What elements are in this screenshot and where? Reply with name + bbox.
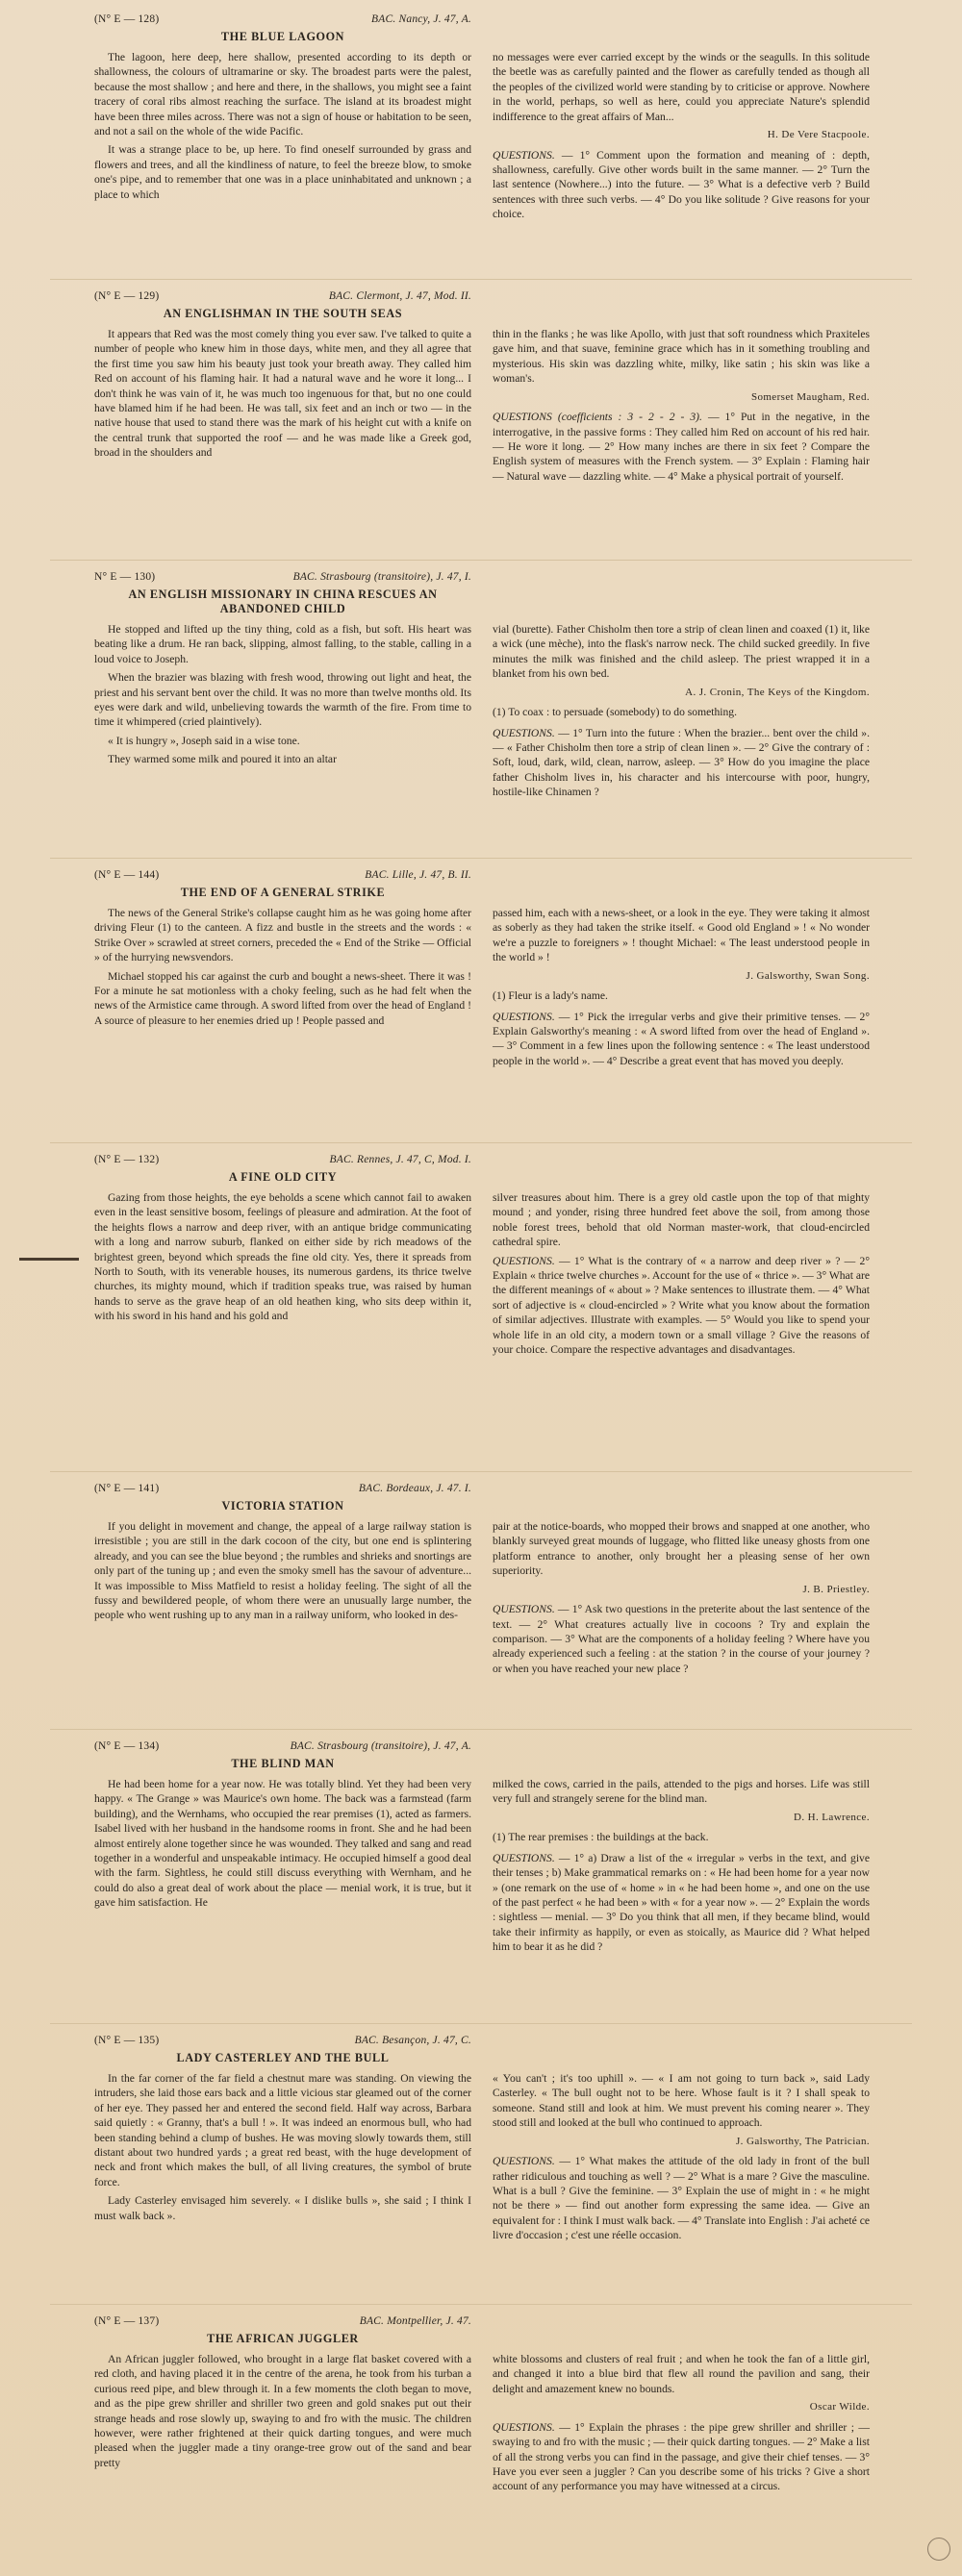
paragraph: thin in the flanks ; he was like Apollo, with just that soft roundness which Praxiteles gave him, and that suave, feminine grace which has in it something troubling and mysterious. His skin was dazzling white, milky, like satin ; his skin was like a woman's. — [493, 328, 870, 386]
right-column — [493, 1519, 870, 1680]
exercise-title: THE BLUE LAGOON — [220, 30, 345, 43]
footnote: (1) The rear premises : the buildings at the back. — [493, 1831, 709, 1844]
author-citation: Somerset Maugham, Red. — [750, 390, 870, 403]
right-column — [493, 622, 870, 804]
paragraph: He stopped and lifted up the tiny thing, cold as a fish, but soft. His heart was beating like a drum. He ran back, slipping, almost falling, to the stable, calling in a loud voice to Joseph. — [94, 623, 471, 665]
corner-stamp-icon — [927, 2538, 950, 2561]
left-column — [94, 1777, 471, 1959]
exercise-number: N° E — 130) — [94, 571, 156, 583]
exercise-source: BAC. Rennes, J. 47, C, Mod. I. — [329, 1154, 471, 1165]
paragraph: Michael stopped his car against the curb and bought a news-sheet. There it was ! For a minute he sat motionless with a choky feeling, such as he had felt when the news of the Armistice came through. A sword lifted from over the head of England ! A source of pleasure to her enemies dried up ! People passed and — [94, 969, 471, 1027]
questions-text: — 1° Explain the phrases : the pipe grew shriller and shriller ; — swaying to and fro with the music ; — their quick darting tongues. — 2° Make a list of all the strong verbs you can find in the passage, and give their chief tenses. — 3° Have you ever seen a juggler ? Can you describe some of his tricks ? Give a short account of any performance you may have witnessed at a circus. — [493, 2420, 870, 2493]
exercise-number: (N° E — 141) — [94, 1483, 160, 1494]
paragraph: The news of the General Strike's collapse caught him as he was going home after driving Fleur (1) to the canteen. A fizz and bustle in the streets and the words : « Strike Over » scrawled at street corners, preceded the « End of the Strike — Official » of the hurrying newsvendors. — [94, 907, 471, 964]
paragraph: It appears that Red was the most comely thing you ever saw. I've talked to quite a number of people who knew him in those days, white men, and they all agree that the first time you saw him his beauty just took your breath away. They called him Red on account of his flaming hair. It had a natural wave and he wore it long... I don't think he was vain of it, he was much too ingenuous for that, but no one could have blamed him if he had been. He was tall, six feet and an inch or two — in the native house that used to stand there was the mark of his height cut with a knife on the central trunk that supported the roof — and he was made like a Greek god, broad in the shoulders and — [94, 328, 471, 460]
exercise-title: THE END OF A GENERAL STRIKE — [180, 886, 386, 899]
exercise-header — [94, 1740, 471, 1752]
exercise-137 — [0, 2315, 962, 2498]
footnote: (1) To coax : to persuade (somebody) to do something. — [493, 706, 737, 719]
paragraph: vial (burette). Father Chisholm then tore a strip of clean linen and coaxed (1) it, like a wick (une mèche), into the flask's narrow neck. The child sucked greedily. In five minutes the milk was finished and the child asleep. The priest wrapped it in a blanket from his own bed. — [493, 623, 870, 681]
right-column — [493, 1777, 870, 1959]
questions — [493, 2420, 870, 2494]
right-column — [493, 2352, 870, 2498]
left-column — [94, 50, 471, 226]
exercise-number: (N° E — 137) — [94, 2315, 160, 2327]
exercise-number: (N° E — 135) — [94, 2035, 160, 2046]
questions — [493, 1254, 870, 1358]
questions-text: — 1° Turn into the future : When the brazier... bent over the child ». — « Father Chisholm then tore a strip of clean linen ». — 2° Give the contrary of : Soft, loud, dark, wild, clean, narrow, asleep. — 3° How do you imagine the place father Chisholm lives in, his character and his intercourse with poor, hungry, hostile-like Chinamen ? — [493, 726, 870, 799]
exercise-number: (N° E — 144) — [94, 869, 160, 881]
questions-label: QUESTIONS. — [493, 1851, 555, 1864]
section-divider — [50, 1142, 912, 1143]
exercise-header — [94, 571, 471, 583]
exercise-source: BAC. Lille, J. 47, B. II. — [365, 869, 471, 881]
paragraph: When the brazier was blazing with fresh wood, throwing out light and heat, the priest and his servant bent over the child. It was no more than twelve months old. Its eyes were dark and wild, unbelieving towards the warmth of the fire. From time to time it whimpered (cried plaintively). — [94, 671, 471, 729]
exercise-header — [94, 869, 471, 881]
left-column — [94, 1519, 471, 1680]
left-column — [94, 2352, 471, 2498]
paragraph: It was a strange place to be, up here. To find oneself surrounded by grass and flowers and trees, and all the kindliness of nature, to feel the breeze blow, to smoke one's pipe, and to remember that one was in a place uninhabitated and unknown ; a place to which — [94, 143, 471, 201]
exercise-title: VICTORIA STATION — [221, 1499, 344, 1513]
questions — [493, 148, 870, 222]
questions-label: QUESTIONS. — [493, 2420, 555, 2434]
paragraph: He had been home for a year now. He was totally blind. Yet they had been very happy. « The Grange » was Maurice's own home. The back was a farmstead (farm building), and the Wernhams, who occupied the rear premises (1), acted as farmers. Isabel lived with her husband in the handsome rooms in front. She and he had been almost entirely alone together since he was wounded. They talked and sang and read together in a wonderful and unspeakable intimacy. He occupied himself a good deal with the farm. Sightless, he could still discuss everything with Wernham, and he could do also a great deal of work about the place — menial work, it is true, but it gave him satisfaction. He — [94, 1778, 471, 1910]
exercise-title: THE AFRICAN JUGGLER — [207, 2332, 359, 2345]
paragraph: milked the cows, carried in the pails, attended to the pigs and horses. Life was still very full and strangely serene for the blind man. — [493, 1778, 870, 1806]
questions — [493, 410, 870, 484]
left-column — [94, 1190, 471, 1361]
left-column — [94, 622, 471, 804]
questions — [493, 726, 870, 800]
left-column — [94, 2071, 471, 2247]
exercise-title: LADY CASTERLEY AND THE BULL — [176, 2051, 390, 2064]
questions-label: QUESTIONS. — [493, 726, 555, 739]
exercise-130 — [0, 571, 962, 804]
paragraph: They warmed some milk and poured it into an altar — [108, 753, 337, 766]
questions-label: QUESTIONS. — [493, 1254, 555, 1267]
right-column — [493, 1190, 870, 1361]
questions-label: QUESTIONS (coefficients : 3 - 2 - 2 - 3). — [493, 411, 702, 424]
author-citation: A. J. Cronin, The Keys of the Kingdom. — [685, 686, 870, 698]
questions-text: — 1° Comment upon the formation and meaning of : depth, shallowness, carefully. Give other words built in the same manner. — 2° Turn the last sentence (Nowhere...) into the future. — 3° What is a defective verb ? Build sentences with three such verbs. — 4° Do you like solitude ? Give reasons for your choice. — [493, 148, 870, 221]
margin-mark — [19, 1258, 79, 1261]
left-column — [94, 906, 471, 1072]
exercise-header — [94, 1483, 471, 1494]
paragraph: pair at the notice-boards, who mopped their brows and snapped at one another, who blankly surveyed great mounds of luggage, who flitted like uneasy ghosts from one platform entrance to another, only brought her a pleasing sense of her own superiority. — [493, 1520, 870, 1578]
paragraph: If you delight in movement and change, the appeal of a large railway station is irresistible ; you are still in the dark cocoon of the city, but one end is splintering already, and you can see the blue beyond ; the rumbles and shrieks and snortings are only part of the tuning up ; and even the smoky smell has the savour of adventure... It was impossible to Miss Matfield to resist a holiday feeling. The sight of all the fussy and bewildered people, of whom there were an unusually large number, the people who went rushing up to any man in a railway uniform, who looked in des- — [94, 1520, 471, 1622]
questions — [493, 1851, 870, 1955]
right-column — [493, 906, 870, 1072]
paragraph: white blossoms and clusters of real fruit ; and when he took the fan of a little girl, and changed it into a blue bird that flew all round the pavilion and sang, their delight and amazement knew no bounds. — [493, 2353, 870, 2395]
exercise-number: (N° E — 129) — [94, 290, 160, 302]
questions-label: QUESTIONS. — [493, 2155, 555, 2168]
right-column — [493, 327, 870, 488]
questions — [493, 2154, 870, 2242]
questions-text: — 1° Put in the negative, in the interrogative, in the passive forms : They called him Red on account of his red hair. — He wore it long. — 2° How many inches are there in six feet ? Compare the English system of measures with the French system. — 3° Explain : Flaming hair — Natural wave — dazzling white. — 4° Make a physical portrait of yourself. — [493, 411, 870, 483]
exercise-header — [94, 2315, 471, 2327]
questions-label: QUESTIONS. — [493, 1010, 555, 1023]
paragraph: Gazing from those heights, the eye beholds a scene which cannot fail to awaken even in the least sensitive bosom, feelings of pleasure and admiration. At the foot of the heights flows a narrow and deep river, with an antique bridge communicating with a long and narrow suburb, flanked on either side by rich meadows of the brightest green, beyond which spreads the fine old city. Yes, there it spreads from North to South, with its venerable houses, its numerous gardens, its thrice twelve churches, its mighty mound, which if tradition speaks true, was raised by human hands to serve as the grave heap of an old heathen king, who sits deep within it, with his sword in his hand and his gold and — [94, 1191, 471, 1323]
exercise-144 — [0, 869, 962, 1072]
questions — [493, 1602, 870, 1676]
paragraph: « You can't ; it's too uphill ». — « I am not going to turn back », said Lady Casterley. « The bull ought not to be here. Whose fault is it ? I shall speak to someone. Stand still and look at him. We must prevent his coming nearer ». They stood still and looked at the bull who continued to approach. — [493, 2072, 870, 2130]
exercise-header — [94, 2035, 471, 2046]
paragraph: silver treasures about him. There is a grey old castle upon the top of that mighty mound ; and yonder, rising three hundred feet above the soil, from among those noble forest trees, behold that old Norman master-work, that cloud-encircled cathedral spire. — [493, 1191, 870, 1249]
questions-label: QUESTIONS. — [493, 148, 555, 162]
author-citation: D. H. Lawrence. — [794, 1811, 870, 1823]
exercise-number: (N° E — 128) — [94, 13, 160, 25]
exercise-141 — [0, 1483, 962, 1680]
exercise-source: BAC. Strasbourg (transitoire), J. 47, A. — [290, 1740, 471, 1752]
paragraph: An African juggler followed, who brought in a large flat basket covered with a red cloth, and having placed it in the centre of the arena, he took from his turban a curious reed pipe, and blew through it. In a few moments the cloth began to move, and as the pipe grew shriller and shriller two green and gold snakes put out their strange heads and rose slowly up, swaying to and fro with the music. The children however, were rather frightened at their quick darting tongues, and were much pleased when the juggler made a tiny orange-tree grow out of the sand and bear pretty — [94, 2353, 471, 2469]
exercise-129 — [0, 290, 962, 488]
exercise-title: AN ENGLISHMAN IN THE SOUTH SEAS — [163, 307, 403, 320]
exercise-134 — [0, 1740, 962, 1959]
section-divider — [50, 2023, 912, 2024]
questions-text: — 1° Ask two questions in the preterite about the last sentence of the text. — 2° What creatures actually live in cocoons ? Try and explain the comparison. — 3° What are the components of a holiday feeling ? Where have you already experienced such a feeling : at the station ? in the course of your journey ? or when you have reached your new place ? — [493, 1603, 870, 1675]
exercise-source: BAC. Nancy, J. 47, A. — [371, 13, 471, 25]
author-citation: Oscar Wilde. — [809, 2401, 870, 2413]
right-column — [493, 50, 870, 226]
exercise-source: BAC. Montpellier, J. 47. — [359, 2315, 471, 2327]
section-divider — [50, 1471, 912, 1472]
exercise-source: BAC. Strasbourg (transitoire), J. 47, I. — [292, 571, 471, 583]
exercise-128 — [0, 13, 962, 226]
exercise-number: (N° E — 134) — [94, 1740, 160, 1752]
exercise-source: BAC. Besançon, J. 47, C. — [354, 2035, 471, 2046]
section-divider — [50, 279, 912, 280]
section-divider — [50, 2304, 912, 2305]
exercise-number: (N° E — 132) — [94, 1154, 160, 1165]
exercise-title: A FINE OLD CITY — [228, 1170, 338, 1184]
left-column — [94, 327, 471, 488]
exercise-title: AN ENGLISH MISSIONARY IN CHINA RESCUES AN ABANDONED CHILD — [128, 588, 438, 615]
author-citation: H. De Vere Stacpoole. — [767, 129, 870, 141]
exercise-source: BAC. Bordeaux, J. 47. I. — [358, 1483, 471, 1494]
exercise-header — [94, 1154, 471, 1165]
author-citation: J. Galsworthy, The Patrician. — [736, 2135, 870, 2147]
section-divider — [50, 1729, 912, 1730]
paragraph: Lady Casterley envisaged him severely. « I dislike bulls », she said ; I think I must walk back ». — [94, 2194, 471, 2222]
footnote: (1) Fleur is a lady's name. — [493, 989, 608, 1003]
questions — [493, 1010, 870, 1069]
section-divider — [50, 858, 912, 859]
paragraph: « It is hungry », Joseph said in a wise tone. — [108, 734, 300, 747]
exercise-132 — [0, 1154, 962, 1361]
paragraph: no messages were ever carried except by the winds or the seagulls. In this solitude the beetle was as carefully painted and the flower as carefully tended as though all the peoples of the civilized world were standing by to criticise or approve. Nowhere in the world, perhaps, so well as here, could you appreciate Nature's splendid indifference to the great affairs of Man... — [493, 51, 870, 123]
paragraph: passed him, each with a news-sheet, or a look in the eye. They were taking it almost as soberly as they had taken the strike itself. « Good old England » ! « No wonder we're a puzzle to foreigners » ! thought Michael: « The least understood people in the world » ! — [493, 907, 870, 964]
exercise-135 — [0, 2035, 962, 2247]
exercise-title: THE BLIND MAN — [231, 1757, 335, 1770]
right-column — [493, 2071, 870, 2247]
exercise-header — [94, 290, 471, 302]
questions-text: — 1° What is the contrary of « a narrow and deep river » ? — 2° Explain « thrice twelve churches ». Account for the use of « thrice ». — 3° What are the different meanings of « about » ? Make sentences to illustrate them. — 4° What sort of adjective is « cloud-encircled » ? Write what you know about the formation of similar adjectives. Illustrate with examples. — 5° Would you like to spend your whole life in an old city, a modern town or a small village ? Give the reasons of your choice. Compare the respective advantages and disadvantages. — [493, 1254, 870, 1357]
questions-text: — 1° a) Draw a list of the « irregular » verbs in the text, and give their tenses ; b) Make grammatical remarks on : « He had been home for a year now » (one remark on the use of « home » in « he had been home », and one on the use of the past perfect « he had been » with « for a year now ». — 2° Explain the words : sightless — menial. — 3° Do you think that all men, if they became blind, would take their infirmity as happily, or even as stoically, as Maurice did ? What helped him to bear it as he did ? — [493, 1851, 870, 1954]
questions-label: QUESTIONS. — [493, 1603, 555, 1616]
paragraph: The lagoon, here deep, here shallow, presented according to its depth or shallowness, the colours of ultramarine or sky. The broadest parts were the palest, because the most shallow ; and here and there, in the shallows, you might see a faint tracery of coral ribs almost reaching the surface. The island at its broadest might have been three miles across. There was not a sign of house or habitation to be seen, and not a sail on the whole of the wide Pacific. — [94, 51, 471, 138]
author-citation: J. Galsworthy, Swan Song. — [746, 969, 870, 982]
section-divider — [50, 560, 912, 561]
paragraph: In the far corner of the far field a chestnut mare was standing. On viewing the intruders, she laid those ears back and a little vicious star gleamed out of the corner of her eye. They passed her and entered the second field. Half way across, Barbara said quietly : « Granny, that's a bull ! ». It was indeed an enormous bull, who had been standing behind a clump of bushes. He was moving slowly towards them, still distant about two hundred yards ; a great red beast, with the huge development of neck and front which makes the bull, of all living creatures, the symbol of brute force. — [94, 2072, 471, 2188]
exercise-header — [94, 13, 471, 25]
questions-text: — 1° What makes the attitude of the old lady in front of the bull rather ridiculous and touching as well ? — 2° What is a mare ? Give the masculine. What is a bull ? Give the feminine. — 3° Explain the use of might in : « he might not be there » — find out another form expressing the same idea. — Give an equivalent for : I think I must walk back. — 4° Translate into English : J'ai acheté ce livre d'occasion ; c'est une réelle occasion. — [493, 2155, 870, 2242]
exercise-source: BAC. Clermont, J. 47, Mod. II. — [328, 290, 471, 302]
author-citation: J. B. Priestley. — [802, 1583, 870, 1595]
questions-text: — 1° Pick the irregular verbs and give their primitive tenses. — 2° Explain Galsworthy's meaning : « A sword lifted from over the head of England ». — 3° Comment in a few lines upon the following sentence : « The least understood people in the world ». — 4° Describe a great event that has moved you deeply. — [493, 1010, 870, 1067]
